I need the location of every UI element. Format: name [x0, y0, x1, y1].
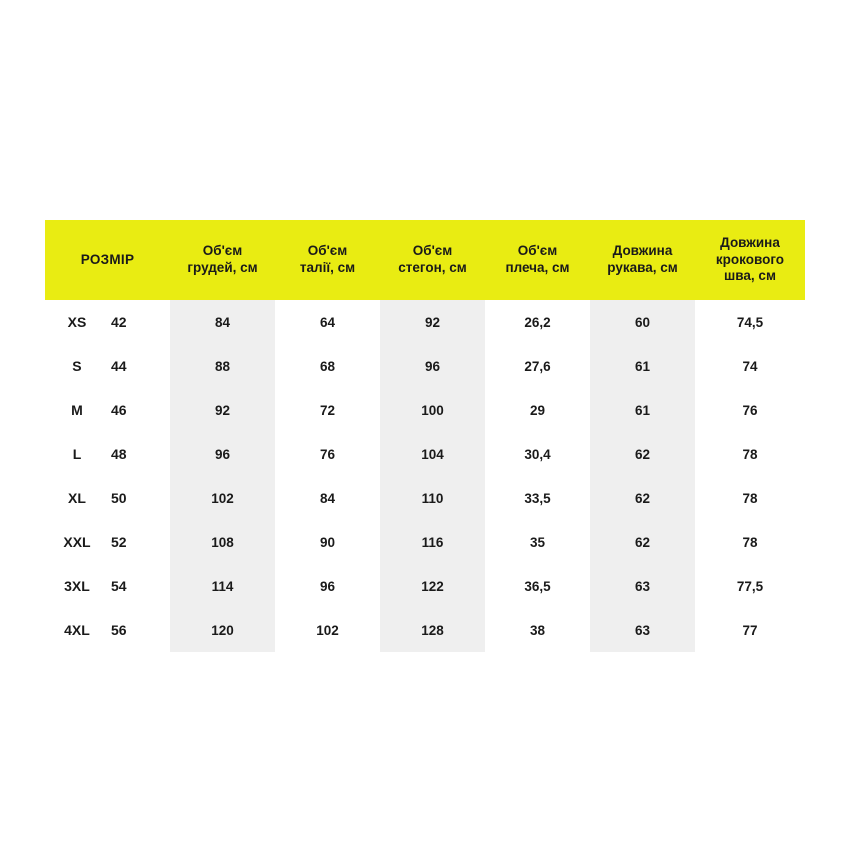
- cell-chest: 84: [170, 300, 275, 344]
- column-header-hips: [380, 220, 485, 300]
- cell-shoulder: 36,5: [485, 564, 590, 608]
- column-header-inseam-line1: Довжина: [720, 234, 780, 250]
- cell-hips: 104: [380, 432, 485, 476]
- size-chart-table: [45, 220, 805, 652]
- cell-shoulder: 30,4: [485, 432, 590, 476]
- cell-chest: 102: [170, 476, 275, 520]
- column-header-waist-line1: Об'єм: [307, 243, 348, 259]
- table-row: [45, 432, 805, 476]
- cell-inseam: 78: [695, 432, 805, 476]
- cell-sleeve: 60: [590, 300, 695, 344]
- table-row: [45, 564, 805, 608]
- cell-inseam: 77,5: [695, 564, 805, 608]
- column-header-size-line1: РОЗМІР: [80, 251, 135, 267]
- row-size-cell: [45, 564, 170, 608]
- size-number: 46: [110, 402, 127, 418]
- table-row: [45, 608, 805, 652]
- row-size-cell: [45, 520, 170, 564]
- cell-hips: 128: [380, 608, 485, 652]
- size-number: 42: [110, 314, 127, 330]
- row-size-cell: [45, 476, 170, 520]
- size-number: 56: [110, 622, 127, 638]
- cell-sleeve: 62: [590, 432, 695, 476]
- row-size-cell: [45, 608, 170, 652]
- column-header-chest-line1: Об'єм: [202, 243, 243, 259]
- cell-sleeve: 63: [590, 564, 695, 608]
- cell-sleeve: 63: [590, 608, 695, 652]
- cell-chest: 88: [170, 344, 275, 388]
- cell-inseam: 76: [695, 388, 805, 432]
- cell-chest: 108: [170, 520, 275, 564]
- column-header-hips-line1: Об'єм: [412, 243, 453, 259]
- table-header: [45, 220, 805, 300]
- table-header-row: [45, 220, 805, 300]
- row-size-cell: [45, 300, 170, 344]
- column-header-inseam: [695, 220, 805, 300]
- column-header-sleeve: [590, 220, 695, 300]
- row-size-cell: [45, 388, 170, 432]
- column-header-shoulder-line1: Об'єм: [517, 243, 558, 259]
- cell-inseam: 77: [695, 608, 805, 652]
- cell-shoulder: 29: [485, 388, 590, 432]
- table-row: [45, 520, 805, 564]
- size-number: 48: [110, 446, 127, 462]
- size-letter: 4XL: [64, 622, 90, 638]
- cell-sleeve: 62: [590, 476, 695, 520]
- size-letter: 3XL: [64, 578, 90, 594]
- column-header-waist: [275, 220, 380, 300]
- table-row: [45, 344, 805, 388]
- cell-hips: 100: [380, 388, 485, 432]
- size-number: 52: [110, 534, 127, 550]
- cell-waist: 84: [275, 476, 380, 520]
- size-letter: M: [71, 402, 83, 418]
- cell-waist: 102: [275, 608, 380, 652]
- column-header-size: [45, 220, 170, 300]
- size-number: 54: [110, 578, 127, 594]
- table-row: [45, 300, 805, 344]
- table-row: [45, 388, 805, 432]
- column-header-sleeve-line2: рукава, см: [607, 260, 678, 275]
- cell-inseam: 78: [695, 520, 805, 564]
- table-row: [45, 476, 805, 520]
- column-header-shoulder-line2: плеча, см: [505, 260, 570, 275]
- cell-shoulder: 26,2: [485, 300, 590, 344]
- size-number: 50: [110, 490, 127, 506]
- cell-waist: 96: [275, 564, 380, 608]
- cell-inseam: 74,5: [695, 300, 805, 344]
- column-header-inseam-line3: шва, см: [724, 268, 776, 284]
- size-letter: XS: [67, 314, 87, 330]
- cell-sleeve: 62: [590, 520, 695, 564]
- cell-sleeve: 61: [590, 344, 695, 388]
- cell-inseam: 74: [695, 344, 805, 388]
- cell-chest: 114: [170, 564, 275, 608]
- cell-hips: 96: [380, 344, 485, 388]
- cell-hips: 92: [380, 300, 485, 344]
- column-header-shoulder: [485, 220, 590, 300]
- cell-shoulder: 27,6: [485, 344, 590, 388]
- size-chart-container: [45, 220, 805, 652]
- cell-chest: 92: [170, 388, 275, 432]
- cell-hips: 122: [380, 564, 485, 608]
- cell-hips: 110: [380, 476, 485, 520]
- cell-waist: 90: [275, 520, 380, 564]
- cell-shoulder: 35: [485, 520, 590, 564]
- column-header-waist-line2: талії, см: [299, 260, 356, 275]
- cell-shoulder: 33,5: [485, 476, 590, 520]
- cell-sleeve: 61: [590, 388, 695, 432]
- cell-chest: 120: [170, 608, 275, 652]
- row-size-cell: [45, 344, 170, 388]
- cell-waist: 72: [275, 388, 380, 432]
- cell-chest: 96: [170, 432, 275, 476]
- cell-waist: 68: [275, 344, 380, 388]
- cell-shoulder: 38: [485, 608, 590, 652]
- size-letter: XXL: [63, 534, 91, 550]
- column-header-hips-line2: стегон, см: [398, 260, 467, 275]
- cell-hips: 116: [380, 520, 485, 564]
- row-size-cell: [45, 432, 170, 476]
- column-header-chest: [170, 220, 275, 300]
- cell-inseam: 78: [695, 476, 805, 520]
- cell-waist: 64: [275, 300, 380, 344]
- cell-waist: 76: [275, 432, 380, 476]
- column-header-chest-line2: грудей, см: [187, 260, 258, 275]
- size-letter: S: [72, 358, 82, 374]
- size-number: 44: [110, 358, 127, 374]
- column-header-sleeve-line1: Довжина: [612, 243, 673, 259]
- size-letter: XL: [68, 490, 86, 506]
- column-header-inseam-line2: крокового: [715, 251, 785, 267]
- table-body: [45, 300, 805, 652]
- size-letter: L: [72, 446, 82, 462]
